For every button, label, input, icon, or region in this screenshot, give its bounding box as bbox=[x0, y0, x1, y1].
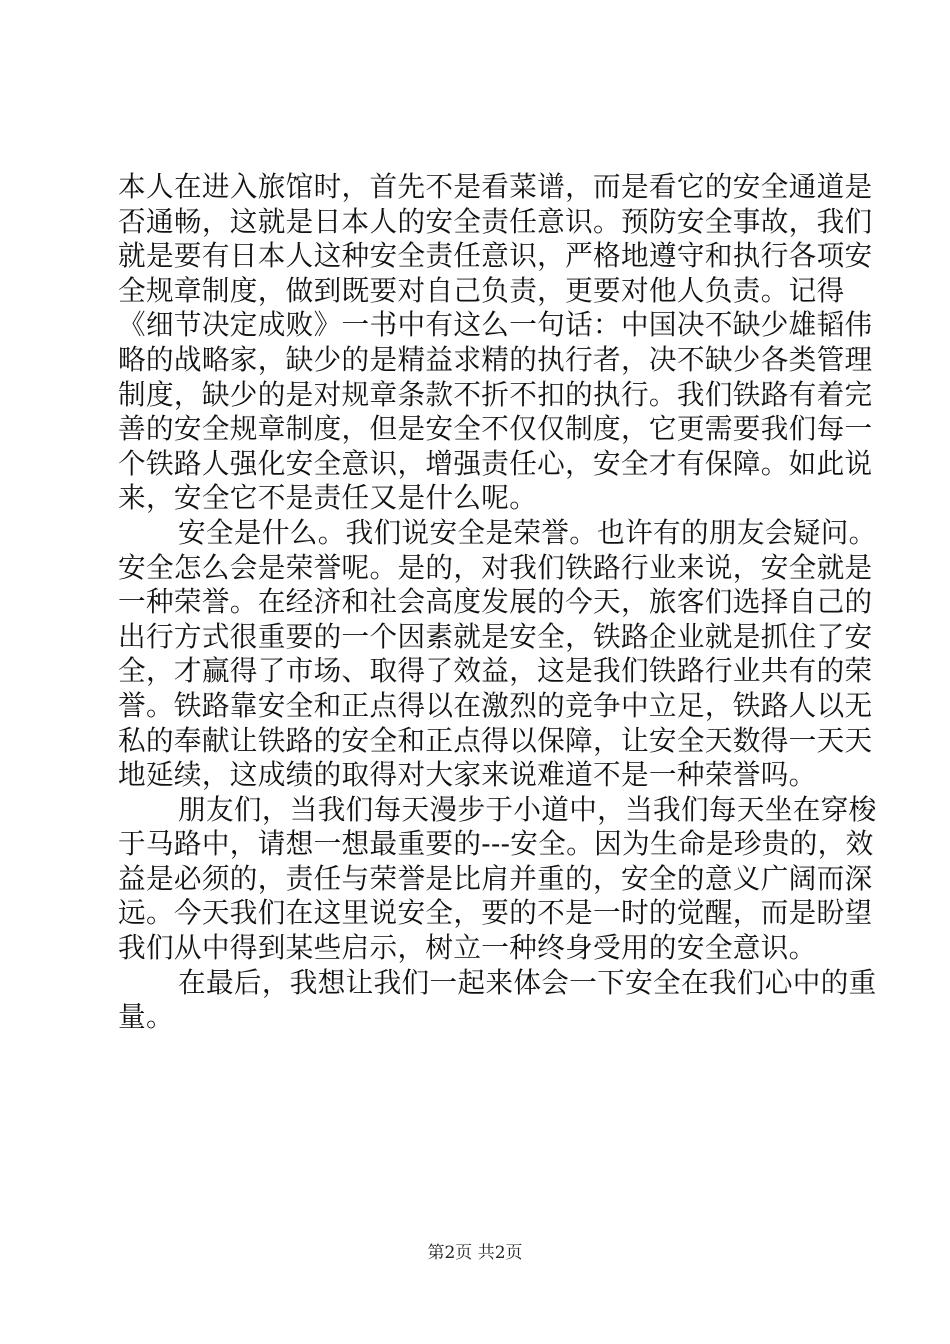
text-line: 在最后，我想让我们一起来体会一下安全在我们心中的重 bbox=[178, 965, 877, 999]
page-footer: 第2页 共2页 bbox=[427, 1243, 523, 1263]
text-line: 我们从中得到某些启示，树立一种终身受用的安全意识。 bbox=[118, 931, 817, 965]
text-line: 誉。铁路靠安全和正点得以在激烈的竞争中立足，铁路人以无 bbox=[118, 688, 873, 722]
text-line: 一种荣誉。在经济和社会高度发展的今天，旅客们选择自己的 bbox=[118, 585, 873, 619]
text-line: 地延续，这成绩的取得对大家来说难道不是一种荣誉吗。 bbox=[118, 758, 817, 792]
text-line: 益是必须的，责任与荣誉是比肩并重的，安全的意义广阔而深 bbox=[118, 861, 873, 895]
text-line: 本人在进入旅馆时，首先不是看菜谱，而是看它的安全通道是 bbox=[118, 170, 873, 203]
text-line: 来，安全它不是责任又是什么呢。 bbox=[118, 481, 538, 515]
text-line: 量。 bbox=[118, 1000, 174, 1034]
text-line: 私的奉献让铁路的安全和正点得以保障，让安全天数得一天天 bbox=[118, 723, 873, 757]
text-line: 《细节决定成败》一书中有这么一句话：中国决不缺少雄韬伟 bbox=[118, 308, 873, 342]
text-line: 安全是什么。我们说安全是荣誉。也许有的朋友会疑问。 bbox=[178, 515, 877, 549]
text-line: 就是要有日本人这种安全责任意识，严格地遵守和执行各项安 bbox=[118, 239, 873, 273]
text-line: 出行方式很重要的一个因素就是安全，铁路企业就是抓住了安 bbox=[118, 619, 873, 653]
text-line: 远。今天我们在这里说安全，要的不是一时的觉醒，而是盼望 bbox=[118, 896, 873, 930]
text-line: 制度，缺少的是对规章条款不折不扣的执行。我们铁路有着完 bbox=[118, 377, 873, 411]
text-line: 个铁路人强化安全意识，增强责任心，安全才有保障。如此说 bbox=[118, 446, 873, 480]
text-line: 朋友们，当我们每天漫步于小道中，当我们每天坐在穿梭 bbox=[178, 792, 877, 826]
body-text bbox=[118, 170, 877, 1035]
text-line: 于马路中，请想一想最重要的---安全。因为生命是珍贵的，效 bbox=[118, 827, 874, 861]
text-line: 否通畅，这就是日本人的安全责任意识。预防安全事故，我们 bbox=[118, 204, 873, 238]
text-line: 全规章制度，做到既要对自己负责，更要对他人负责。记得 bbox=[118, 273, 845, 307]
text-line: 全，才赢得了市场、取得了效益，这是我们铁路行业共有的荣 bbox=[118, 654, 873, 688]
text-line: 略的战略家，缺少的是精益求精的执行者，决不缺少各类管理 bbox=[118, 342, 873, 376]
text-line: 安全怎么会是荣誉呢。是的，对我们铁路行业来说，安全就是 bbox=[118, 550, 873, 584]
text-line: 善的安全规章制度，但是安全不仅仅制度，它更需要我们每一 bbox=[118, 412, 873, 446]
